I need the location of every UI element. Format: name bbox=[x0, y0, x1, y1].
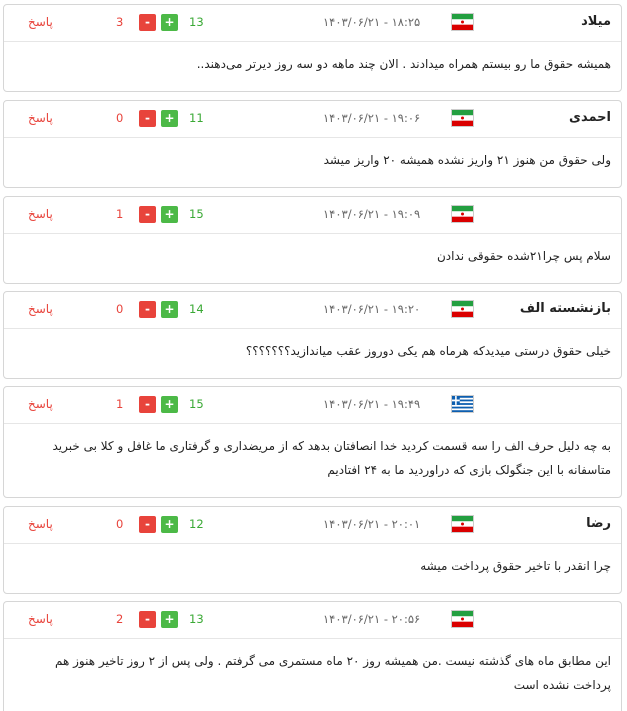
iran-flag-icon bbox=[451, 300, 474, 318]
comment-date: ۱۴۰۳/۰۶/۲۱ - ۱۹:۲۰ bbox=[323, 302, 421, 316]
downvote-button[interactable]: - bbox=[139, 516, 156, 533]
comment-header bbox=[4, 507, 621, 544]
dislikes-count: 1 bbox=[116, 207, 124, 221]
comment-date: ۱۴۰۳/۰۶/۲۱ - ۱۹:۰۹ bbox=[323, 207, 421, 221]
comment-header bbox=[4, 197, 621, 234]
comment-header bbox=[4, 602, 621, 639]
comment-date: ۱۴۰۳/۰۶/۲۱ - ۱۸:۲۵ bbox=[323, 15, 421, 29]
upvote-button[interactable]: + bbox=[161, 110, 178, 127]
likes-count: 15 bbox=[189, 397, 204, 411]
upvote-button[interactable]: + bbox=[161, 611, 178, 628]
comment-text: چرا انقدر با تاخیر حقوق پرداخت میشه bbox=[420, 559, 611, 573]
reply-link[interactable]: پاسخ bbox=[28, 15, 53, 29]
comment-card bbox=[3, 386, 622, 498]
comment-header bbox=[4, 5, 621, 42]
downvote-button[interactable]: - bbox=[139, 110, 156, 127]
reply-link[interactable]: پاسخ bbox=[28, 517, 53, 531]
likes-count: 13 bbox=[189, 15, 204, 29]
iran-flag-icon bbox=[451, 13, 474, 31]
dislikes-count: 3 bbox=[116, 15, 124, 29]
comment-text: همیشه حقوق ما رو بیستم همراه میدادند . الان چند ماهه دو سه روز دیرتر می‌دهند.. bbox=[196, 57, 611, 71]
iran-flag-icon bbox=[451, 205, 474, 223]
likes-count: 13 bbox=[189, 612, 204, 626]
reply-link[interactable]: پاسخ bbox=[28, 111, 53, 125]
comment-text: سلام پس چرا۲۱شده حقوقی ندادن bbox=[436, 249, 611, 263]
comment-header bbox=[4, 101, 621, 138]
comment-text: به چه دلیل حرف الف را سه قسمت کردید خدا انصافتان بدهد که از مریضداری و گرفتاری ما غافل و کلا بی خبرید متاسفانه با این جنگولک بازی که دراوردید ما به ۲۴ افتادیم bbox=[52, 439, 611, 477]
upvote-button[interactable]: + bbox=[161, 516, 178, 533]
upvote-button[interactable]: + bbox=[161, 301, 178, 318]
likes-count: 12 bbox=[189, 517, 204, 531]
dislikes-count: 2 bbox=[116, 612, 124, 626]
reply-link[interactable]: پاسخ bbox=[28, 397, 53, 411]
comment-date: ۱۴۰۳/۰۶/۲۱ - ۲۰:۵۶ bbox=[323, 612, 421, 626]
dislikes-count: 1 bbox=[116, 397, 124, 411]
reply-link[interactable]: پاسخ bbox=[28, 612, 53, 626]
iran-flag-icon bbox=[451, 515, 474, 533]
downvote-button[interactable]: - bbox=[139, 206, 156, 223]
comment-card bbox=[3, 601, 622, 711]
upvote-button[interactable]: + bbox=[161, 14, 178, 31]
likes-count: 11 bbox=[189, 111, 204, 125]
comment-text: این مطابق ماه های گذشته نیست .من همیشه روز ۲۰ ماه مستمری می گرفتم . ولی پس از ۲ روز تاخیر هنوز هم پرداخت نشده است bbox=[55, 654, 611, 692]
upvote-button[interactable]: + bbox=[161, 206, 178, 223]
reply-link[interactable]: پاسخ bbox=[28, 302, 53, 316]
comment-date: ۱۴۰۳/۰۶/۲۱ - ۱۹:۴۹ bbox=[323, 397, 421, 411]
comment-card bbox=[3, 100, 622, 188]
iran-flag-icon bbox=[451, 109, 474, 127]
downvote-button[interactable]: - bbox=[139, 611, 156, 628]
comment-date: ۱۴۰۳/۰۶/۲۱ - ۲۰:۰۱ bbox=[323, 517, 421, 531]
iran-flag-icon bbox=[451, 610, 474, 628]
comment-text: ولی حقوق من هنوز ۲۱ واریز نشده همیشه ۲۰ واریز میشد bbox=[323, 153, 611, 167]
greece-flag-icon bbox=[451, 395, 474, 413]
comment-card bbox=[3, 506, 622, 594]
comment-author: میلاد bbox=[581, 14, 611, 29]
comment-header bbox=[4, 292, 621, 329]
dislikes-count: 0 bbox=[116, 517, 124, 531]
dislikes-count: 0 bbox=[116, 111, 124, 125]
upvote-button[interactable]: + bbox=[161, 396, 178, 413]
comment-author: احمدی bbox=[569, 110, 611, 125]
comment-card bbox=[3, 291, 622, 379]
comment-card bbox=[3, 196, 622, 284]
dislikes-count: 0 bbox=[116, 302, 124, 316]
comment-date: ۱۴۰۳/۰۶/۲۱ - ۱۹:۰۶ bbox=[323, 111, 421, 125]
comment-header bbox=[4, 387, 621, 424]
downvote-button[interactable]: - bbox=[139, 14, 156, 31]
downvote-button[interactable]: - bbox=[139, 301, 156, 318]
downvote-button[interactable]: - bbox=[139, 396, 156, 413]
reply-link[interactable]: پاسخ bbox=[28, 207, 53, 221]
likes-count: 14 bbox=[189, 302, 204, 316]
comment-card bbox=[3, 4, 622, 92]
comment-author: رضا bbox=[586, 516, 611, 531]
likes-count: 15 bbox=[189, 207, 204, 221]
comment-author: بازنشسته الف bbox=[519, 301, 611, 316]
comment-text: خیلی حقوق درستی میدیدکه هرماه هم یکی دوروز عقب میاندازید؟؟؟؟؟؟؟ bbox=[245, 344, 611, 358]
